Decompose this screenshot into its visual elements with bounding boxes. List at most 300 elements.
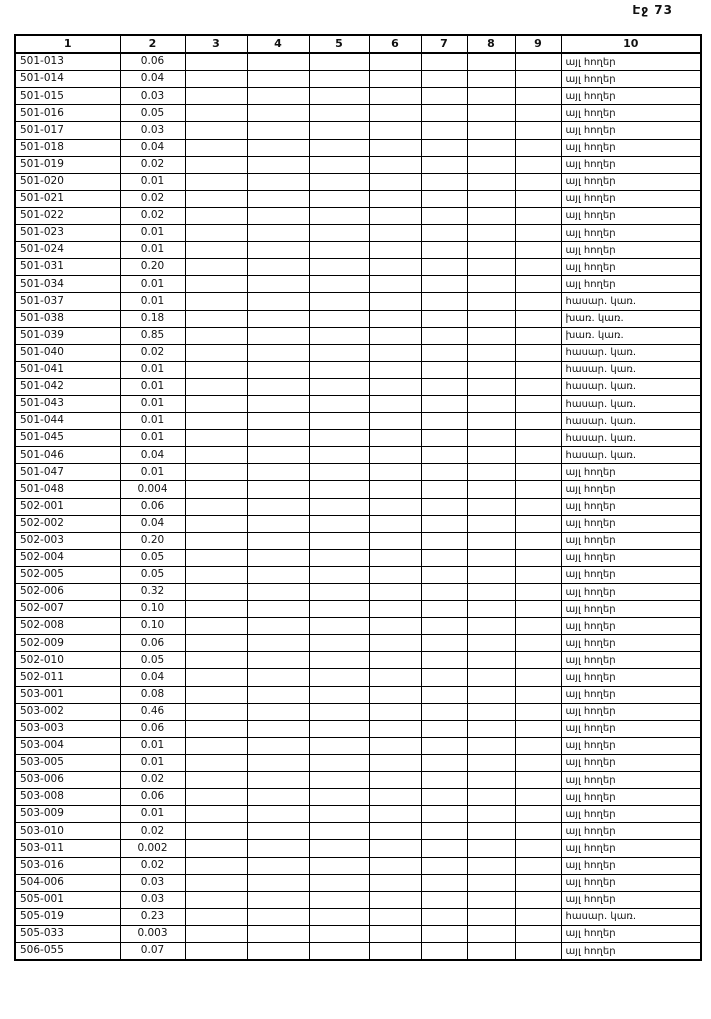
value-cell: 0.02 — [120, 207, 185, 224]
value-cell: 0.01 — [120, 413, 185, 430]
code-cell: 501-046 — [15, 447, 120, 464]
column-header: 10 — [561, 35, 701, 53]
empty-cell — [515, 942, 561, 960]
empty-cell — [185, 430, 247, 447]
empty-cell — [309, 823, 369, 840]
table-row — [15, 105, 701, 122]
code-cell: 503-003 — [15, 720, 120, 737]
empty-cell — [247, 635, 309, 652]
value-cell: 0.20 — [120, 532, 185, 549]
empty-cell — [467, 276, 515, 293]
value-cell: 0.01 — [120, 737, 185, 754]
empty-cell — [467, 225, 515, 242]
empty-cell — [421, 327, 467, 344]
table-row — [15, 447, 701, 464]
empty-cell — [467, 190, 515, 207]
empty-cell — [185, 242, 247, 259]
table-row — [15, 686, 701, 703]
empty-cell — [467, 344, 515, 361]
empty-cell — [515, 806, 561, 823]
empty-cell — [421, 549, 467, 566]
empty-cell — [467, 772, 515, 789]
value-cell: 0.10 — [120, 601, 185, 618]
empty-cell — [247, 139, 309, 156]
empty-cell — [515, 737, 561, 754]
value-cell: 0.05 — [120, 652, 185, 669]
column-header: 2 — [120, 35, 185, 53]
empty-cell — [515, 686, 561, 703]
value-cell: 0.03 — [120, 88, 185, 105]
empty-cell — [309, 669, 369, 686]
code-cell: 502-007 — [15, 601, 120, 618]
column-header: 9 — [515, 35, 561, 53]
empty-cell — [309, 310, 369, 327]
empty-cell — [309, 908, 369, 925]
empty-cell — [515, 139, 561, 156]
empty-cell — [247, 515, 309, 532]
empty-cell — [467, 635, 515, 652]
value-cell: 0.02 — [120, 823, 185, 840]
empty-cell — [185, 395, 247, 412]
value-cell: 0.04 — [120, 515, 185, 532]
empty-cell — [515, 327, 561, 344]
empty-cell — [515, 259, 561, 276]
code-cell: 502-003 — [15, 532, 120, 549]
empty-cell — [467, 584, 515, 601]
empty-cell — [515, 310, 561, 327]
empty-cell — [247, 720, 309, 737]
empty-cell — [309, 737, 369, 754]
empty-cell — [247, 857, 309, 874]
page-number-label: Էջ 73 — [632, 3, 673, 17]
empty-cell — [467, 395, 515, 412]
empty-cell — [369, 737, 421, 754]
empty-cell — [467, 378, 515, 395]
empty-cell — [309, 942, 369, 960]
code-cell: 501-048 — [15, 481, 120, 498]
empty-cell — [467, 430, 515, 447]
code-cell: 502-006 — [15, 584, 120, 601]
empty-cell — [421, 156, 467, 173]
table-row — [15, 737, 701, 754]
value-cell: 0.01 — [120, 754, 185, 771]
code-cell: 505-001 — [15, 891, 120, 908]
table-row — [15, 156, 701, 173]
empty-cell — [467, 754, 515, 771]
empty-cell — [467, 669, 515, 686]
value-cell: 0.03 — [120, 122, 185, 139]
empty-cell — [369, 857, 421, 874]
empty-cell — [515, 566, 561, 583]
table-row — [15, 789, 701, 806]
category-cell: այլ հողեր — [561, 772, 701, 789]
code-cell: 503-006 — [15, 772, 120, 789]
empty-cell — [515, 652, 561, 669]
empty-cell — [421, 173, 467, 190]
table-row — [15, 806, 701, 823]
category-cell: այլ հողեր — [561, 566, 701, 583]
empty-cell — [369, 378, 421, 395]
value-cell: 0.07 — [120, 942, 185, 960]
category-cell: այլ հողեր — [561, 857, 701, 874]
empty-cell — [247, 395, 309, 412]
empty-cell — [309, 122, 369, 139]
table-header-row — [15, 35, 701, 53]
table-row — [15, 207, 701, 224]
value-cell: 0.05 — [120, 105, 185, 122]
code-cell: 502-010 — [15, 652, 120, 669]
empty-cell — [467, 464, 515, 481]
empty-cell — [369, 840, 421, 857]
empty-cell — [467, 122, 515, 139]
empty-cell — [247, 413, 309, 430]
code-cell: 501-014 — [15, 71, 120, 88]
empty-cell — [247, 584, 309, 601]
empty-cell — [247, 327, 309, 344]
empty-cell — [369, 156, 421, 173]
empty-cell — [515, 823, 561, 840]
empty-cell — [247, 464, 309, 481]
empty-cell — [185, 447, 247, 464]
empty-cell — [421, 139, 467, 156]
empty-cell — [369, 703, 421, 720]
empty-cell — [369, 225, 421, 242]
table-row — [15, 669, 701, 686]
category-cell: հասար. կառ. — [561, 447, 701, 464]
empty-cell — [421, 481, 467, 498]
table-row — [15, 840, 701, 857]
empty-cell — [515, 344, 561, 361]
empty-cell — [247, 242, 309, 259]
empty-cell — [421, 566, 467, 583]
category-cell: այլ հողեր — [561, 464, 701, 481]
empty-cell — [369, 618, 421, 635]
empty-cell — [467, 53, 515, 71]
table-row — [15, 942, 701, 960]
empty-cell — [369, 720, 421, 737]
empty-cell — [309, 772, 369, 789]
empty-cell — [185, 737, 247, 754]
empty-cell — [467, 823, 515, 840]
value-cell: 0.05 — [120, 549, 185, 566]
empty-cell — [515, 720, 561, 737]
value-cell: 0.08 — [120, 686, 185, 703]
value-cell: 0.004 — [120, 481, 185, 498]
code-cell: 505-033 — [15, 925, 120, 942]
empty-cell — [309, 225, 369, 242]
category-cell: այլ հողեր — [561, 276, 701, 293]
empty-cell — [309, 361, 369, 378]
code-cell: 502-004 — [15, 549, 120, 566]
table-row — [15, 652, 701, 669]
empty-cell — [369, 669, 421, 686]
empty-cell — [185, 378, 247, 395]
empty-cell — [515, 532, 561, 549]
code-cell: 501-043 — [15, 395, 120, 412]
empty-cell — [515, 618, 561, 635]
empty-cell — [421, 361, 467, 378]
empty-cell — [421, 310, 467, 327]
code-cell: 501-015 — [15, 88, 120, 105]
empty-cell — [421, 874, 467, 891]
column-header: 8 — [467, 35, 515, 53]
empty-cell — [467, 327, 515, 344]
empty-cell — [369, 71, 421, 88]
category-cell: այլ հողեր — [561, 549, 701, 566]
empty-cell — [369, 942, 421, 960]
empty-cell — [247, 942, 309, 960]
value-cell: 0.003 — [120, 925, 185, 942]
empty-cell — [369, 447, 421, 464]
empty-cell — [185, 874, 247, 891]
empty-cell — [185, 105, 247, 122]
category-cell: հասար. կառ. — [561, 378, 701, 395]
category-cell: այլ հողեր — [561, 823, 701, 840]
empty-cell — [515, 464, 561, 481]
empty-cell — [467, 515, 515, 532]
code-cell: 501-023 — [15, 225, 120, 242]
category-cell: այլ հողեր — [561, 190, 701, 207]
table-row — [15, 53, 701, 71]
value-cell: 0.03 — [120, 874, 185, 891]
value-cell: 0.06 — [120, 498, 185, 515]
code-cell: 501-040 — [15, 344, 120, 361]
empty-cell — [421, 942, 467, 960]
code-cell: 502-005 — [15, 566, 120, 583]
code-cell: 501-044 — [15, 413, 120, 430]
empty-cell — [309, 105, 369, 122]
code-cell: 503-002 — [15, 703, 120, 720]
empty-cell — [421, 430, 467, 447]
table-row — [15, 430, 701, 447]
empty-cell — [467, 601, 515, 618]
code-cell: 506-055 — [15, 942, 120, 960]
empty-cell — [247, 71, 309, 88]
table-row — [15, 293, 701, 310]
empty-cell — [515, 242, 561, 259]
empty-cell — [369, 327, 421, 344]
category-cell: այլ հողեր — [561, 840, 701, 857]
empty-cell — [421, 395, 467, 412]
empty-cell — [247, 754, 309, 771]
empty-cell — [421, 498, 467, 515]
empty-cell — [309, 413, 369, 430]
table-row — [15, 515, 701, 532]
empty-cell — [421, 293, 467, 310]
empty-cell — [185, 225, 247, 242]
code-cell: 505-019 — [15, 908, 120, 925]
empty-cell — [247, 806, 309, 823]
value-cell: 0.10 — [120, 618, 185, 635]
empty-cell — [247, 122, 309, 139]
empty-cell — [467, 88, 515, 105]
empty-cell — [467, 242, 515, 259]
empty-cell — [309, 618, 369, 635]
code-cell: 501-041 — [15, 361, 120, 378]
empty-cell — [421, 669, 467, 686]
empty-cell — [421, 601, 467, 618]
empty-cell — [369, 481, 421, 498]
empty-cell — [185, 618, 247, 635]
empty-cell — [185, 772, 247, 789]
table-row — [15, 276, 701, 293]
table-row — [15, 395, 701, 412]
value-cell: 0.02 — [120, 156, 185, 173]
table-row — [15, 874, 701, 891]
category-cell: այլ հողեր — [561, 105, 701, 122]
empty-cell — [247, 173, 309, 190]
value-cell: 0.06 — [120, 789, 185, 806]
empty-cell — [369, 276, 421, 293]
empty-cell — [515, 378, 561, 395]
value-cell: 0.20 — [120, 259, 185, 276]
empty-cell — [309, 464, 369, 481]
empty-cell — [309, 703, 369, 720]
empty-cell — [515, 53, 561, 71]
code-cell: 503-005 — [15, 754, 120, 771]
empty-cell — [515, 584, 561, 601]
empty-cell — [421, 259, 467, 276]
value-cell: 0.01 — [120, 225, 185, 242]
empty-cell — [369, 686, 421, 703]
empty-cell — [421, 806, 467, 823]
code-cell: 501-018 — [15, 139, 120, 156]
empty-cell — [247, 207, 309, 224]
empty-cell — [247, 618, 309, 635]
value-cell: 0.05 — [120, 566, 185, 583]
empty-cell — [185, 207, 247, 224]
value-cell: 0.002 — [120, 840, 185, 857]
value-cell: 0.85 — [120, 327, 185, 344]
category-cell: այլ հողեր — [561, 789, 701, 806]
empty-cell — [185, 686, 247, 703]
category-cell: այլ հողեր — [561, 498, 701, 515]
category-cell: խառ. կառ. — [561, 327, 701, 344]
category-cell: այլ հողեր — [561, 515, 701, 532]
empty-cell — [467, 447, 515, 464]
empty-cell — [309, 276, 369, 293]
value-cell: 0.02 — [120, 772, 185, 789]
empty-cell — [421, 789, 467, 806]
empty-cell — [515, 207, 561, 224]
code-cell: 503-010 — [15, 823, 120, 840]
empty-cell — [369, 139, 421, 156]
column-header: 4 — [247, 35, 309, 53]
empty-cell — [247, 361, 309, 378]
empty-cell — [369, 310, 421, 327]
category-cell: այլ հողեր — [561, 242, 701, 259]
table-row — [15, 908, 701, 925]
empty-cell — [467, 686, 515, 703]
empty-cell — [309, 447, 369, 464]
empty-cell — [515, 857, 561, 874]
table-row — [15, 71, 701, 88]
code-cell: 502-008 — [15, 618, 120, 635]
empty-cell — [247, 259, 309, 276]
empty-cell — [467, 925, 515, 942]
empty-cell — [185, 464, 247, 481]
empty-cell — [247, 532, 309, 549]
category-cell: այլ հողեր — [561, 88, 701, 105]
table-row — [15, 190, 701, 207]
empty-cell — [467, 874, 515, 891]
empty-cell — [515, 891, 561, 908]
empty-cell — [369, 242, 421, 259]
code-cell: 502-001 — [15, 498, 120, 515]
code-cell: 501-047 — [15, 464, 120, 481]
table-row — [15, 584, 701, 601]
category-cell: հասար. կառ. — [561, 413, 701, 430]
code-cell: 501-037 — [15, 293, 120, 310]
empty-cell — [421, 53, 467, 71]
empty-cell — [515, 840, 561, 857]
code-cell: 503-008 — [15, 789, 120, 806]
empty-cell — [515, 925, 561, 942]
table-row — [15, 566, 701, 583]
empty-cell — [185, 88, 247, 105]
table-row — [15, 925, 701, 942]
table-row — [15, 481, 701, 498]
empty-cell — [421, 447, 467, 464]
empty-cell — [309, 584, 369, 601]
empty-cell — [369, 532, 421, 549]
category-cell: այլ հողեր — [561, 686, 701, 703]
empty-cell — [515, 669, 561, 686]
empty-cell — [467, 310, 515, 327]
empty-cell — [185, 413, 247, 430]
empty-cell — [515, 225, 561, 242]
category-cell: այլ հողեր — [561, 806, 701, 823]
category-cell: այլ հողեր — [561, 925, 701, 942]
empty-cell — [369, 515, 421, 532]
empty-cell — [467, 942, 515, 960]
empty-cell — [185, 652, 247, 669]
empty-cell — [369, 566, 421, 583]
code-cell: 501-013 — [15, 53, 120, 71]
table-row — [15, 703, 701, 720]
empty-cell — [467, 173, 515, 190]
code-cell: 502-002 — [15, 515, 120, 532]
empty-cell — [421, 207, 467, 224]
empty-cell — [515, 88, 561, 105]
table-row — [15, 635, 701, 652]
value-cell: 0.02 — [120, 344, 185, 361]
value-cell: 0.01 — [120, 395, 185, 412]
value-cell: 0.06 — [120, 53, 185, 71]
empty-cell — [309, 53, 369, 71]
empty-cell — [369, 207, 421, 224]
empty-cell — [309, 430, 369, 447]
empty-cell — [467, 840, 515, 857]
empty-cell — [369, 88, 421, 105]
empty-cell — [247, 481, 309, 498]
empty-cell — [467, 908, 515, 925]
code-cell: 501-038 — [15, 310, 120, 327]
empty-cell — [309, 566, 369, 583]
empty-cell — [309, 481, 369, 498]
empty-cell — [185, 566, 247, 583]
empty-cell — [421, 344, 467, 361]
value-cell: 0.01 — [120, 378, 185, 395]
column-header: 6 — [369, 35, 421, 53]
empty-cell — [369, 361, 421, 378]
empty-cell — [247, 190, 309, 207]
empty-cell — [515, 772, 561, 789]
empty-cell — [467, 293, 515, 310]
empty-cell — [421, 925, 467, 942]
code-cell: 501-045 — [15, 430, 120, 447]
empty-cell — [369, 584, 421, 601]
